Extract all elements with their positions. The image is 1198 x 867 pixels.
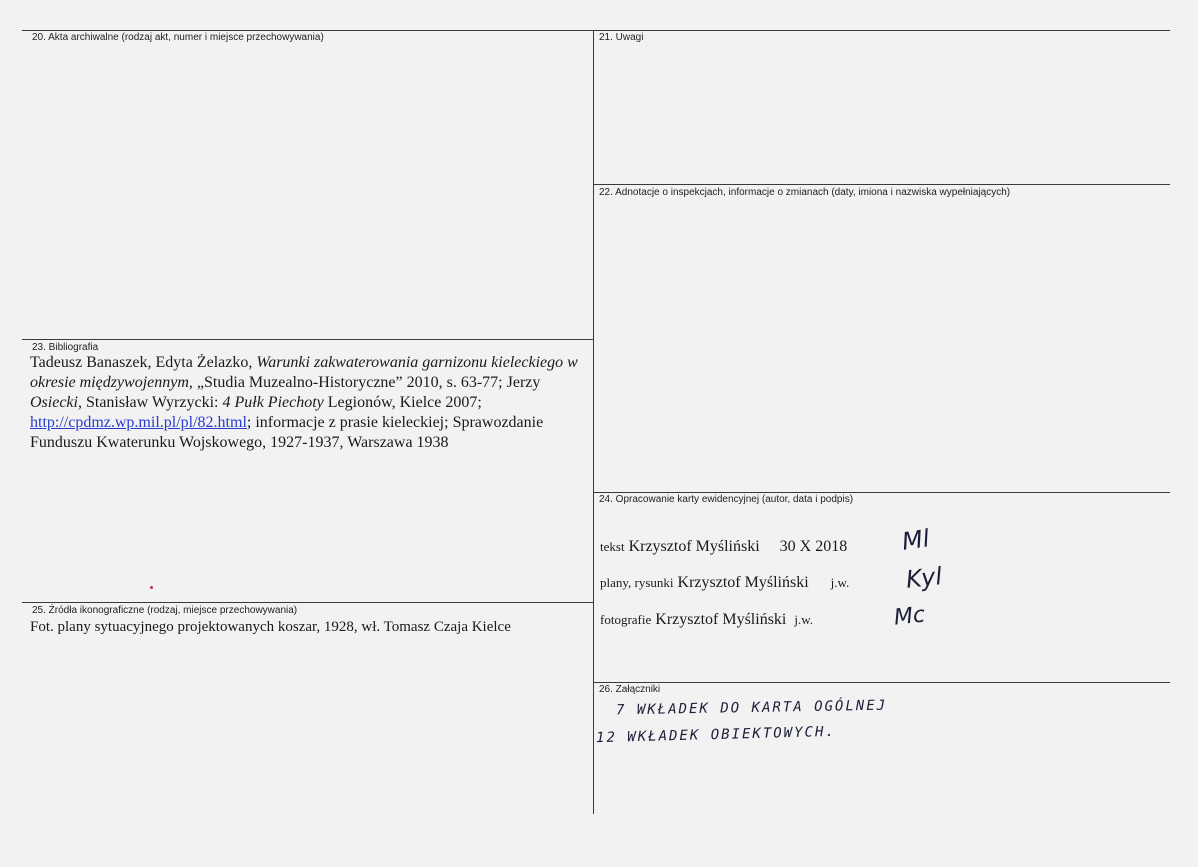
- section-24-label: 24. Opracowanie karty ewidencyjnej (autor, data i podpis): [599, 494, 854, 505]
- rule-above-25: [22, 602, 593, 603]
- section-21-label: 21. Uwagi: [599, 32, 644, 43]
- ink-speck: [150, 586, 153, 589]
- top-rule: [22, 30, 1170, 31]
- author-row-plans-role: plany, rysunki: [600, 575, 674, 590]
- center-divider: [593, 30, 594, 814]
- bibliography-publisher: Legionów, Kielce 2007;: [323, 394, 482, 411]
- rule-below-21: [593, 184, 1170, 185]
- section-20-label: 20. Akta archiwalne (rodzaj akt, numer i miejsce przechowywania): [32, 32, 324, 43]
- rule-above-26: [593, 682, 1170, 683]
- author-row-plans: [600, 573, 849, 593]
- bibliography-title-1: Warunki zakwaterowania garnizonu kieleckiego w okresie międzywojennym: [30, 354, 578, 391]
- author-row-photos-name: Krzysztof Myśliński: [655, 611, 787, 628]
- bibliography-text: [30, 353, 586, 453]
- form-grid: [22, 30, 1170, 814]
- iconographic-sources-text: Fot. plany sytuacyjnego projektowanych koszar, 1928, wł. Tomasz Czaja Kielce: [30, 619, 511, 635]
- author-row-text-name: Krzysztof Myśliński: [628, 538, 760, 555]
- author-row-text-role: tekst: [600, 539, 625, 554]
- attachments-line-1: 7 WKŁADEK DO KARTA OGÓLNEJ: [615, 697, 888, 719]
- rule-above-23: [22, 339, 593, 340]
- bibliography-coauthor: , Stanisław Wyrzycki:: [77, 394, 223, 411]
- signature-photos: Mc: [892, 602, 927, 631]
- author-row-text: [600, 537, 847, 557]
- author-row-text-date: 30 X 2018: [779, 538, 848, 555]
- author-row-plans-name: Krzysztof Myśliński: [677, 574, 809, 591]
- section-25-label: 25. Źródła ikonograficzne (rodzaj, miejsce przechowywania): [32, 605, 298, 616]
- attachments-line-2: 12 WKŁADEK OBIEKTOWYCH.: [595, 723, 837, 747]
- rule-above-24: [593, 492, 1170, 493]
- author-row-photos-date: j.w.: [794, 612, 814, 627]
- bibliography-author-osiecki: Osiecki: [30, 394, 78, 411]
- bibliography-rest: ; informacje z prasie kieleckiej; Sprawozdanie Funduszu Kwaterunku Wojskowego, 1927-1937, Warszawa 1938: [30, 414, 544, 451]
- author-row-photos: [600, 610, 813, 630]
- section-23-label: 23. Bibliografia: [32, 342, 99, 353]
- signature-text: Ml: [900, 524, 932, 556]
- bibliography-journal: , „Studia Muzealno-Historyczne” 2010, s. 63-77; Jerzy: [188, 374, 541, 391]
- section-26-label: 26. Załączniki: [599, 684, 661, 695]
- author-row-photos-role: fotografie: [600, 612, 652, 627]
- signature-plans: Kyl: [904, 562, 944, 594]
- bibliography-authors: Tadeusz Banaszek, Edyta Żelazko,: [30, 354, 257, 371]
- bibliography-title-2: 4 Pułk Piechoty: [222, 394, 324, 411]
- section-22-label: 22. Adnotacje o inspekcjach, informacje o zmianach (daty, imiona i nazwiska wypełniających): [599, 187, 1011, 198]
- author-row-plans-date: j.w.: [830, 575, 850, 590]
- bibliography-link[interactable]: http://cpdmz.wp.mil.pl/pl/82.html: [30, 414, 247, 431]
